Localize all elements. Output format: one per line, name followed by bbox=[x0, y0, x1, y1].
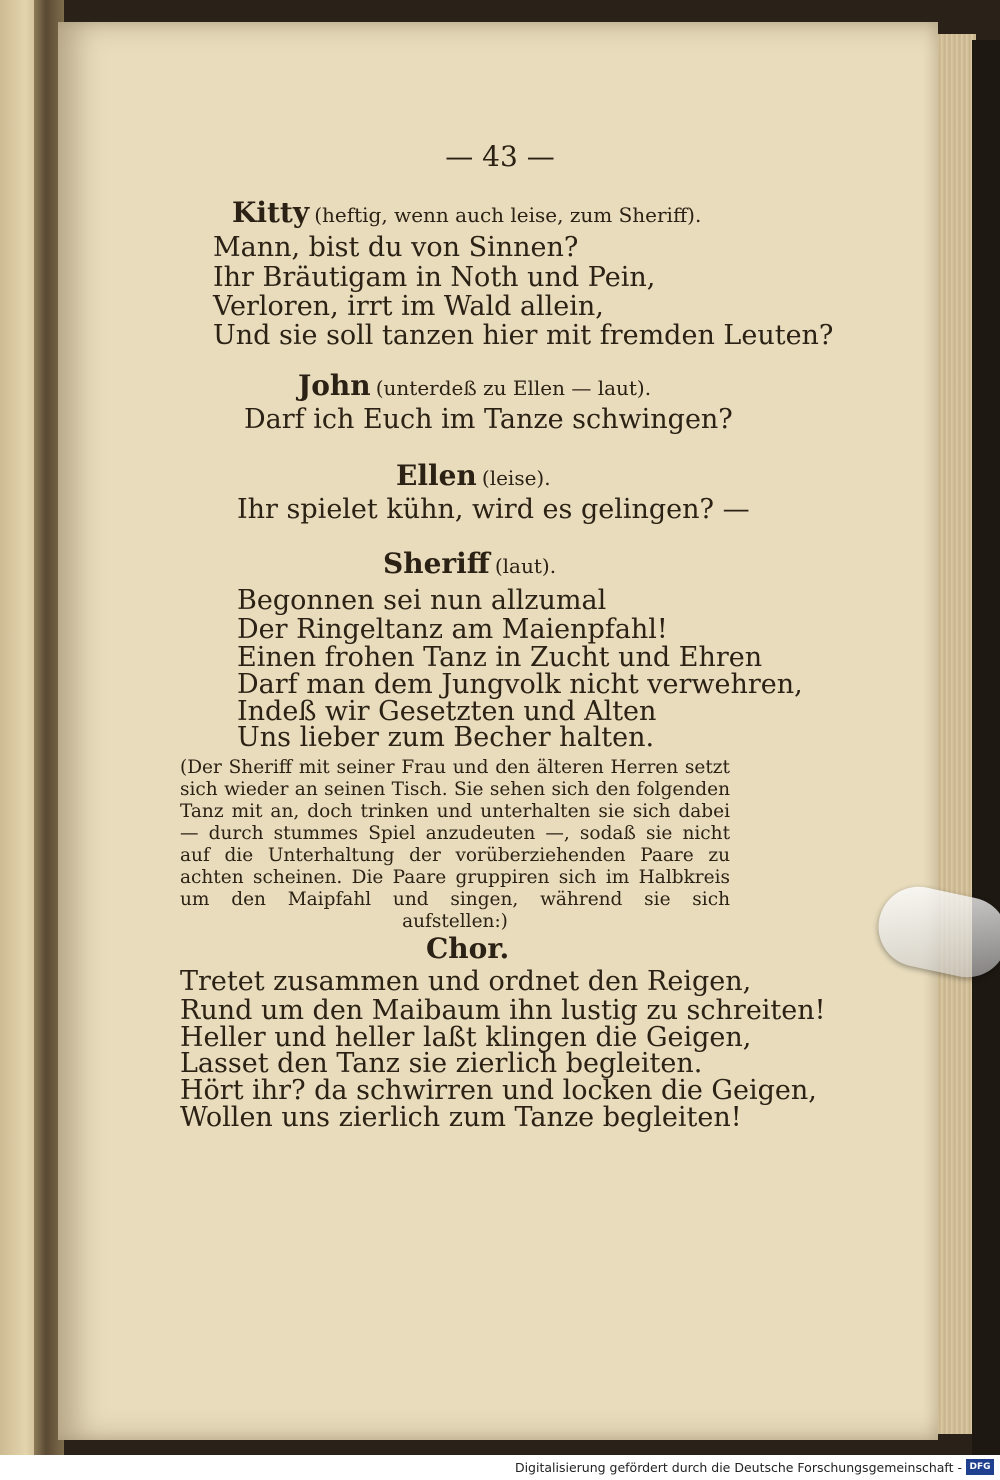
verse-line: Rund um den Maibaum ihn lustig zu schreiten! bbox=[180, 995, 826, 1026]
stage-direction: (unterdeß zu Ellen — laut). bbox=[375, 376, 652, 400]
verse-line: Tretet zusammen und ordnet den Reigen, bbox=[180, 966, 752, 997]
speaker-line-kitty bbox=[232, 196, 701, 229]
verse-line: Indeß wir Gesetzten und Alten bbox=[237, 696, 657, 727]
dfg-logo: DFG bbox=[966, 1459, 994, 1475]
page-number: — 43 — bbox=[445, 140, 555, 173]
footer-bar bbox=[0, 1455, 1000, 1480]
verse-line: Verloren, irrt im Wald allein, bbox=[213, 291, 604, 322]
stage-direction: (leise). bbox=[481, 466, 551, 490]
verse-line: Ihr spielet kühn, wird es gelingen? — bbox=[237, 494, 750, 525]
verse-line: Hört ihr? da schwirren und locken die Geigen, bbox=[180, 1075, 817, 1106]
stage-direction-paragraph: (Der Sheriff mit seiner Frau und den älteren Herren setzt sich wieder an seinen Tisch. Sie sehen sich den folgenden Tanz mit an, doch trinken und unterhalten sie sich dabei — durch stummes Spiel anzudeuten —, sodaß sie nicht auf die Unterhaltung der vorüberziehenden Paare zu achten scheinen. Die Paare gruppiren sich im Halbkreis um den Maipfahl und singen, während sie sich aufstellen:) bbox=[180, 757, 730, 932]
verse-line: Heller und heller laßt klingen die Geigen, bbox=[180, 1022, 752, 1053]
verse-line: Der Ringeltanz am Maienpfahl! bbox=[237, 614, 668, 645]
speaker-name: Sheriff bbox=[383, 547, 490, 580]
verse-line: Begonnen sei nun allzumal bbox=[237, 585, 607, 616]
speaker-line-john bbox=[298, 369, 651, 402]
funding-notice: Digitalisierung gefördert durch die Deutsche Forschungsgemeinschaft - bbox=[514, 1460, 962, 1475]
speaker-name: Kitty bbox=[232, 196, 310, 229]
stage-direction: (heftig, wenn auch leise, zum Sheriff). bbox=[314, 203, 702, 227]
stage-direction: (laut). bbox=[494, 554, 557, 578]
speaker-name: John bbox=[298, 369, 371, 402]
verse-line: Uns lieber zum Becher halten. bbox=[237, 722, 655, 753]
verse-line: Einen frohen Tanz in Zucht und Ehren bbox=[237, 642, 763, 673]
speaker-line-sheriff bbox=[383, 547, 556, 580]
speaker-line-ellen bbox=[396, 459, 551, 492]
chorus-heading: Chor. bbox=[426, 932, 510, 965]
verse-line: Und sie soll tanzen hier mit fremden Leuten? bbox=[213, 320, 834, 351]
book-cover-edge bbox=[972, 40, 1000, 1455]
verse-line: Wollen uns zierlich zum Tanze begleiten! bbox=[180, 1102, 742, 1133]
speaker-name: Ellen bbox=[396, 459, 477, 492]
verse-line: Darf man dem Jungvolk nicht verwehren, bbox=[237, 669, 803, 700]
page-edges bbox=[932, 34, 976, 1434]
verse-line: Ihr Bräutigam in Noth und Pein, bbox=[213, 262, 656, 293]
verse-line: Darf ich Euch im Tanze schwingen? bbox=[244, 404, 733, 435]
verse-line: Lasset den Tanz sie zierlich begleiten. bbox=[180, 1048, 703, 1079]
verse-line: Mann, bist du von Sinnen? bbox=[213, 232, 579, 263]
